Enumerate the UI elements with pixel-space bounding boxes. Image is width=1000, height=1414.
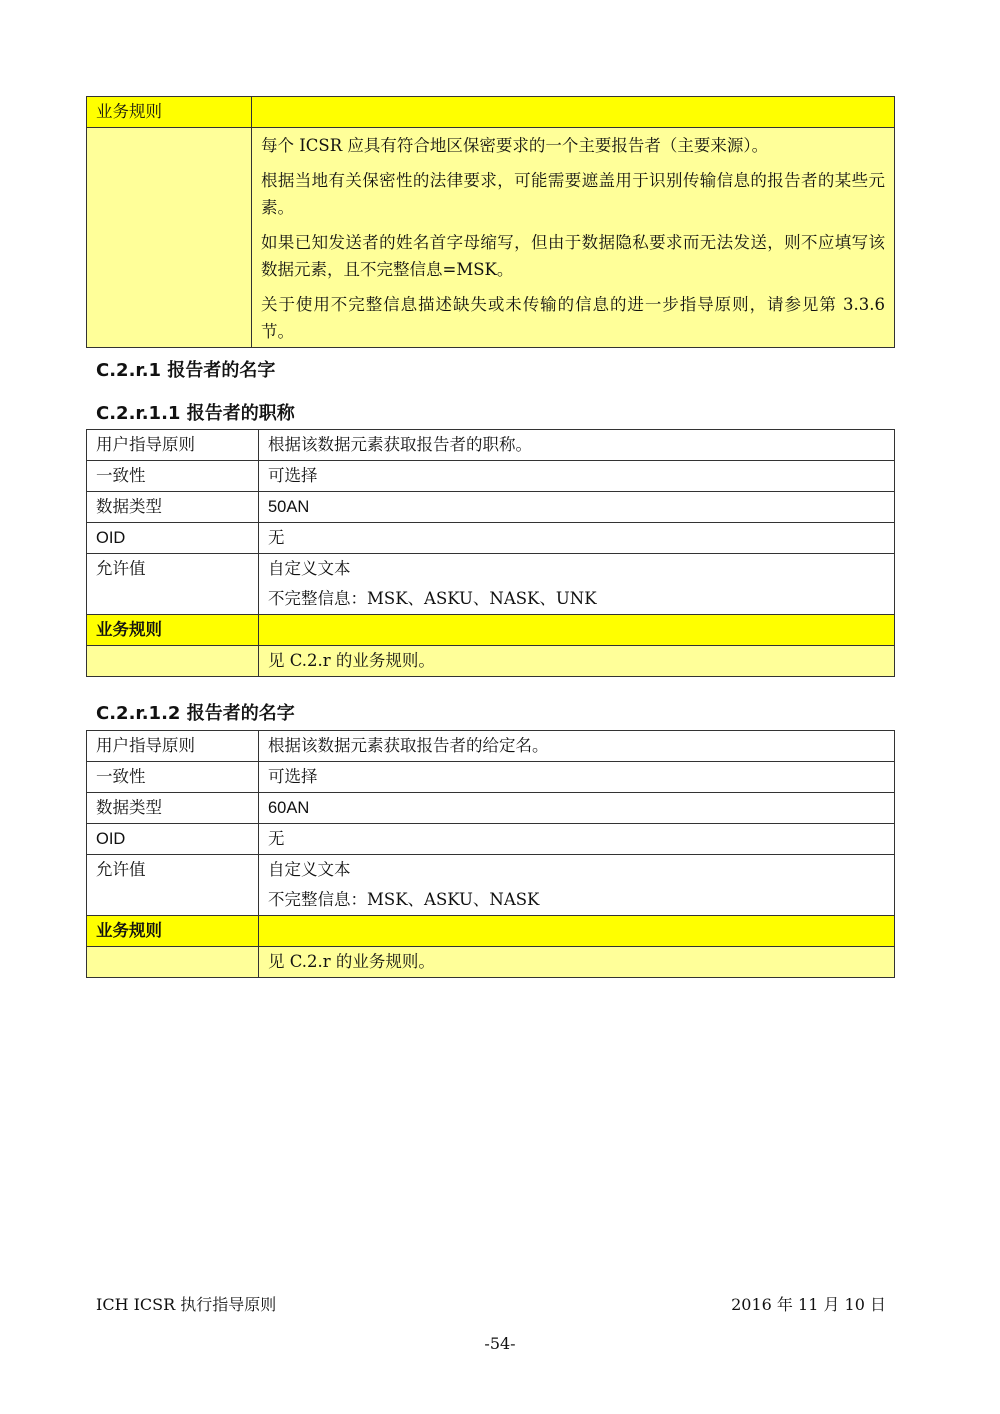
top-business-rules-table (86, 96, 895, 348)
row-label-datatype: 数据类型 (87, 492, 259, 523)
row-label-conformance: 一致性 (87, 461, 259, 492)
business-rule-paragraph: 如果已知发送者的姓名首字母缩写，但由于数据隐私要求而无法发送，则不应填写该数据元素，且不完整信息=MSK。 (261, 233, 885, 279)
table-row (87, 523, 895, 554)
footer-document-title: ICH ICSR 执行指导原则 (96, 1295, 277, 1314)
table-row (87, 430, 895, 461)
table-row (87, 793, 895, 824)
row-value-business-rules: 见 C.2.r 的业务规则。 (259, 947, 895, 978)
row-label-business-rules: 业务规则 (87, 916, 259, 947)
row-label-datatype: 数据类型 (87, 793, 259, 824)
table-row (87, 762, 895, 793)
row-value-business-rules: 见 C.2.r 的业务规则。 (259, 646, 895, 677)
allowed-value-line: 自定义文本 (268, 860, 351, 879)
business-rules-body-row (87, 947, 895, 978)
row-value-conformance: 可选择 (259, 762, 895, 793)
allowed-value-line: 不完整信息：MSK、ASKU、NASK (268, 890, 540, 909)
business-rules-header-label: 业务规则 (87, 97, 252, 128)
row-value-oid: 无 (259, 824, 895, 855)
row-value-datatype: 50AN (259, 492, 895, 523)
business-rules-body-empty (87, 128, 252, 348)
row-value-oid: 无 (259, 523, 895, 554)
row-value-guidance: 根据该数据元素获取报告者的职称。 (259, 430, 895, 461)
table-row (87, 824, 895, 855)
business-rules-header-row (87, 916, 895, 947)
table-row (87, 461, 895, 492)
business-rule-paragraph: 每个 ICSR 应具有符合地区保密要求的一个主要报告者（主要来源）。 (261, 136, 769, 155)
business-rules-header-empty (259, 916, 895, 947)
business-rules-header-empty (252, 97, 895, 128)
business-rules-header-row (87, 97, 895, 128)
business-rules-body-row (87, 646, 895, 677)
row-label-guidance: 用户指导原则 (87, 731, 259, 762)
business-rules-body-empty (87, 947, 259, 978)
page-number: -54- (484, 1334, 516, 1353)
row-label-business-rules: 业务规则 (87, 615, 259, 646)
table-row (87, 492, 895, 523)
c2r12-spec-table (86, 730, 895, 978)
row-value-allowed (259, 855, 895, 916)
row-value-conformance: 可选择 (259, 461, 895, 492)
business-rules-body (252, 128, 895, 348)
section-heading-c2r1: C.2.r.1 报告者的名字 (96, 360, 276, 381)
row-value-datatype: 60AN (259, 793, 895, 824)
c2r11-spec-table (86, 429, 895, 677)
row-value-allowed (259, 554, 895, 615)
row-label-oid: OID (87, 523, 259, 554)
row-label-guidance: 用户指导原则 (87, 430, 259, 461)
row-label-allowed: 允许值 (87, 554, 259, 615)
section-heading-c2r11: C.2.r.1.1 报告者的职称 (96, 403, 295, 424)
business-rules-body-row (87, 128, 895, 348)
business-rule-paragraph: 根据当地有关保密性的法律要求，可能需要遮盖用于识别传输信息的报告者的某些元素。 (261, 171, 885, 217)
table-row (87, 855, 895, 916)
table-row (87, 731, 895, 762)
allowed-value-line: 不完整信息：MSK、ASKU、NASK、UNK (268, 589, 597, 608)
footer-date: 2016 年 11 月 10 日 (731, 1295, 886, 1314)
business-rules-body-empty (87, 646, 259, 677)
table-row (87, 554, 895, 615)
business-rules-header-empty (259, 615, 895, 646)
row-label-allowed: 允许值 (87, 855, 259, 916)
business-rules-header-row (87, 615, 895, 646)
section-heading-c2r12: C.2.r.1.2 报告者的名字 (96, 703, 295, 724)
row-value-guidance: 根据该数据元素获取报告者的给定名。 (259, 731, 895, 762)
row-label-conformance: 一致性 (87, 762, 259, 793)
allowed-value-line: 自定义文本 (268, 559, 351, 578)
row-label-oid: OID (87, 824, 259, 855)
business-rule-paragraph: 关于使用不完整信息描述缺失或未传输的信息的进一步指导原则，请参见第 3.3.6 节。 (261, 295, 885, 341)
